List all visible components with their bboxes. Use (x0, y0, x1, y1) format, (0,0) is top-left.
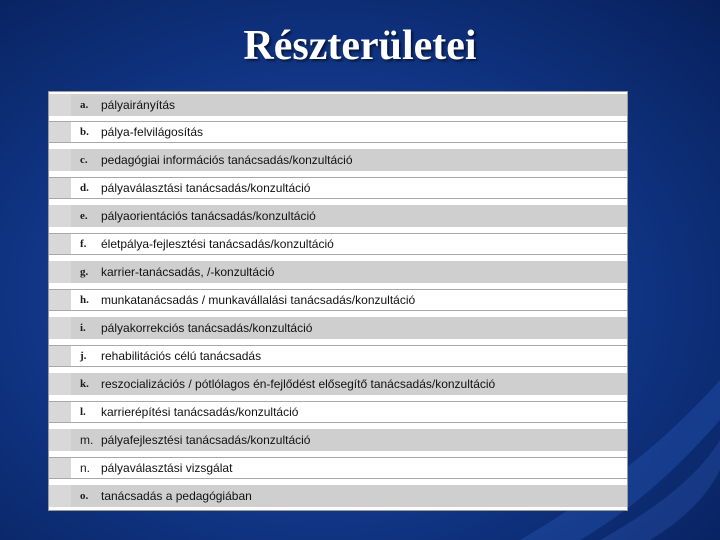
table-row (49, 261, 627, 283)
row-text: pályafejlesztési tanácsadás/konzultáció (101, 433, 311, 447)
row-letter: f. (80, 238, 87, 250)
row-letter: e. (80, 210, 88, 222)
table-row (49, 345, 627, 367)
row-letter: m. (80, 433, 94, 447)
table-row (49, 177, 627, 199)
table-row (49, 373, 627, 395)
table-row (49, 94, 627, 116)
row-letter: l. (80, 406, 86, 418)
row-text: munkatanácsadás / munkavállalási tanácsadás/konzultáció (101, 293, 416, 307)
row-letter: b. (80, 126, 89, 138)
row-letter: a. (80, 99, 89, 111)
row-text: pályaválasztási vizsgálat (101, 461, 233, 475)
row-letter: n. (80, 461, 91, 475)
table-row (49, 149, 627, 171)
table-row (49, 401, 627, 423)
row-text: pályairányítás (101, 98, 176, 112)
table-row (49, 121, 627, 143)
table-row (49, 289, 627, 311)
row-letter: d. (80, 182, 89, 194)
row-letter: h. (80, 294, 89, 306)
table-row (49, 317, 627, 339)
row-letter: k. (80, 378, 89, 390)
row-text: pálya-felvilágosítás (101, 125, 204, 139)
row-letter: i. (80, 322, 86, 334)
row-text: pályaválasztási tanácsadás/konzultáció (101, 181, 311, 195)
slide-title: Részterületei (243, 23, 477, 69)
terms-table (48, 91, 628, 511)
table-row (49, 205, 627, 227)
row-text: rehabilitációs célú tanácsadás (101, 349, 262, 363)
row-text: pedagógiai információs tanácsadás/konzultáció (101, 153, 353, 167)
row-letter: c. (80, 154, 88, 166)
table-row (49, 233, 627, 255)
row-letter: o. (80, 490, 89, 502)
table-row (49, 429, 627, 451)
row-text: reszocializációs / pótlólagos én-fejlődést elősegítő tanácsadás/konzultáció (101, 377, 496, 391)
row-text: karrier-tanácsadás, /-konzultáció (101, 265, 275, 279)
row-text: pályaorientációs tanácsadás/konzultáció (101, 209, 316, 223)
row-letter: g. (80, 266, 89, 278)
row-text: pályakorrekciós tanácsadás/konzultáció (101, 321, 313, 335)
row-text: tanácsadás a pedagógiában (101, 489, 252, 503)
row-text: karrierépítési tanácsadás/konzultáció (101, 405, 299, 419)
table-row (49, 457, 627, 479)
row-letter: j. (80, 350, 87, 362)
row-text: életpálya-fejlesztési tanácsadás/konzultáció (101, 237, 334, 251)
table-row (49, 485, 627, 507)
